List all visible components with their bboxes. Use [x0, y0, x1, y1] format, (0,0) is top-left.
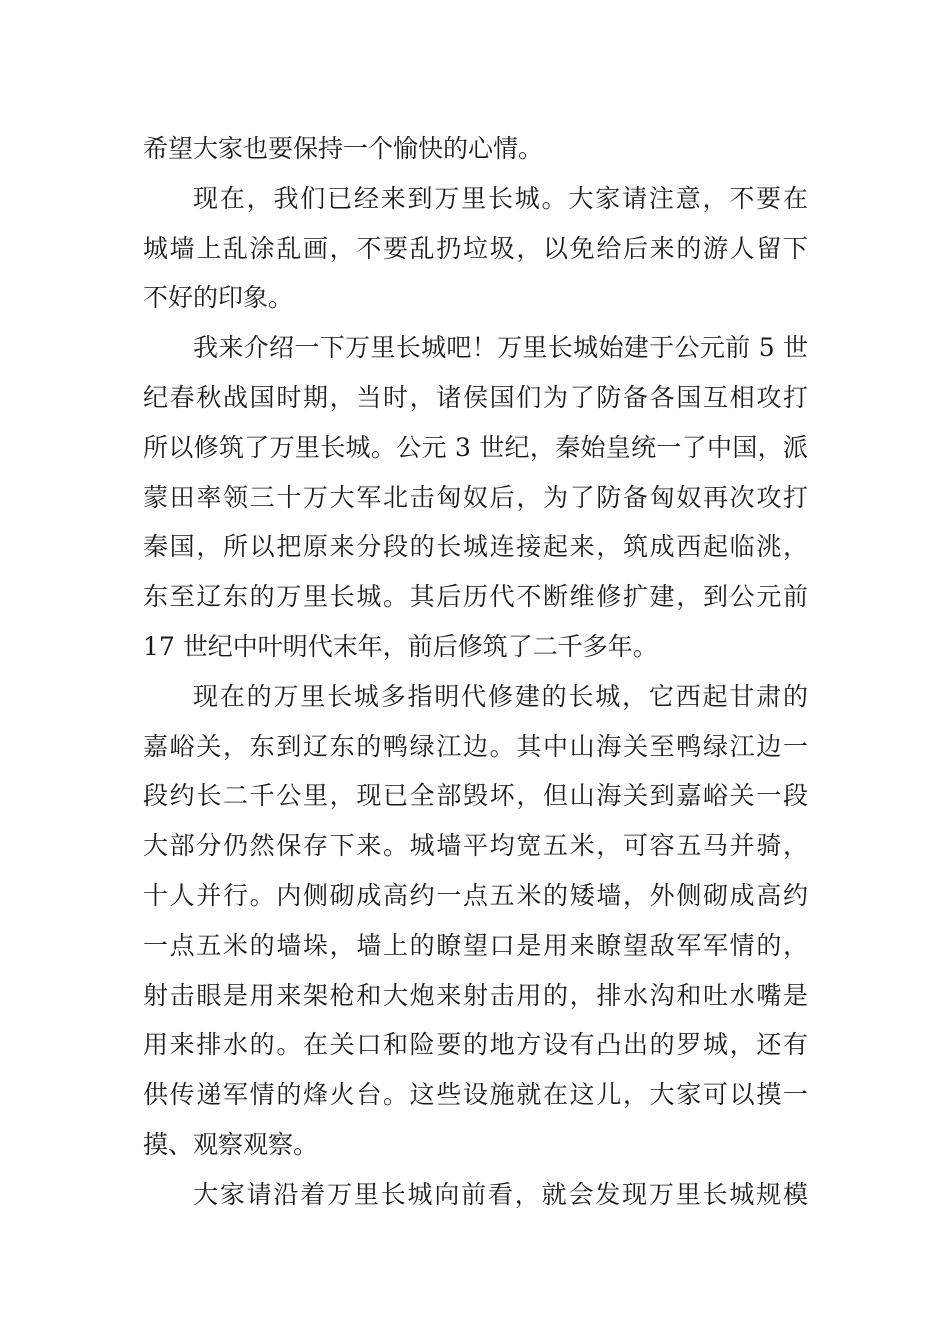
text-line: 东至辽东的万里长城。其后历代不断维修扩建，到公元前 — [143, 582, 808, 612]
text-line: 不好的印象。 — [143, 283, 294, 313]
text-line: 秦国，所以把原来分段的长城连接起来，筑成西起临洮， — [143, 532, 808, 562]
text-line: 我来介绍一下万里长城吧！万里长城始建于公元前 5 世 — [193, 333, 808, 363]
text-line: 用来排水的。在关口和险要的地方设有凸出的罗城，还有 — [143, 1030, 808, 1060]
text-line: 纪春秋战国时期，当时，诸侯国们为了防备各国互相攻打 — [143, 382, 808, 412]
text-line: 所以修筑了万里长城。公元 3 世纪，秦始皇统一了中国，派 — [143, 432, 808, 462]
text-line: 现在，我们已经来到万里长城。大家请注意，不要在 — [193, 183, 808, 213]
text-line: 蒙田率领三十万大军北击匈奴后，为了防备匈奴再次攻打 — [143, 482, 808, 512]
document-page — [143, 124, 808, 1220]
text-line: 一点五米的墙垛，墙上的瞭望口是用来瞭望敌军军情的， — [143, 930, 808, 960]
text-line: 射击眼是用来架枪和大炮来射击用的，排水沟和吐水嘴是 — [143, 980, 808, 1010]
text-line: 现在的万里长城多指明代修建的长城，它西起甘肃的 — [193, 681, 808, 711]
text-line: 大部分仍然保存下来。城墙平均宽五米，可容五马并骑， — [143, 831, 808, 861]
text-line: 希望大家也要保持一个愉快的心情。 — [143, 134, 544, 163]
text-line: 十人并行。内侧砌成高约一点五米的矮墙，外侧砌成高约 — [143, 880, 808, 910]
text-line: 摸、观察观察。 — [143, 1129, 319, 1159]
text-line: 17 世纪中叶明代末年，前后修筑了二千多年。 — [143, 631, 658, 661]
text-line: 大家请沿着万里长城向前看，就会发现万里长城规模 — [193, 1179, 808, 1209]
text-line: 段约长二千公里，现已全部毁坏，但山海关到嘉峪关一段 — [143, 781, 808, 811]
text-line: 供传递军情的烽火台。这些设施就在这儿，大家可以摸一 — [143, 1080, 808, 1110]
text-line: 嘉峪关，东到辽东的鸭绿江边。其中山海关至鸭绿江边一 — [143, 731, 808, 761]
document-body — [143, 124, 808, 1220]
text-line: 城墙上乱涂乱画，不要乱扔垃圾，以免给后来的游人留下 — [143, 233, 808, 263]
